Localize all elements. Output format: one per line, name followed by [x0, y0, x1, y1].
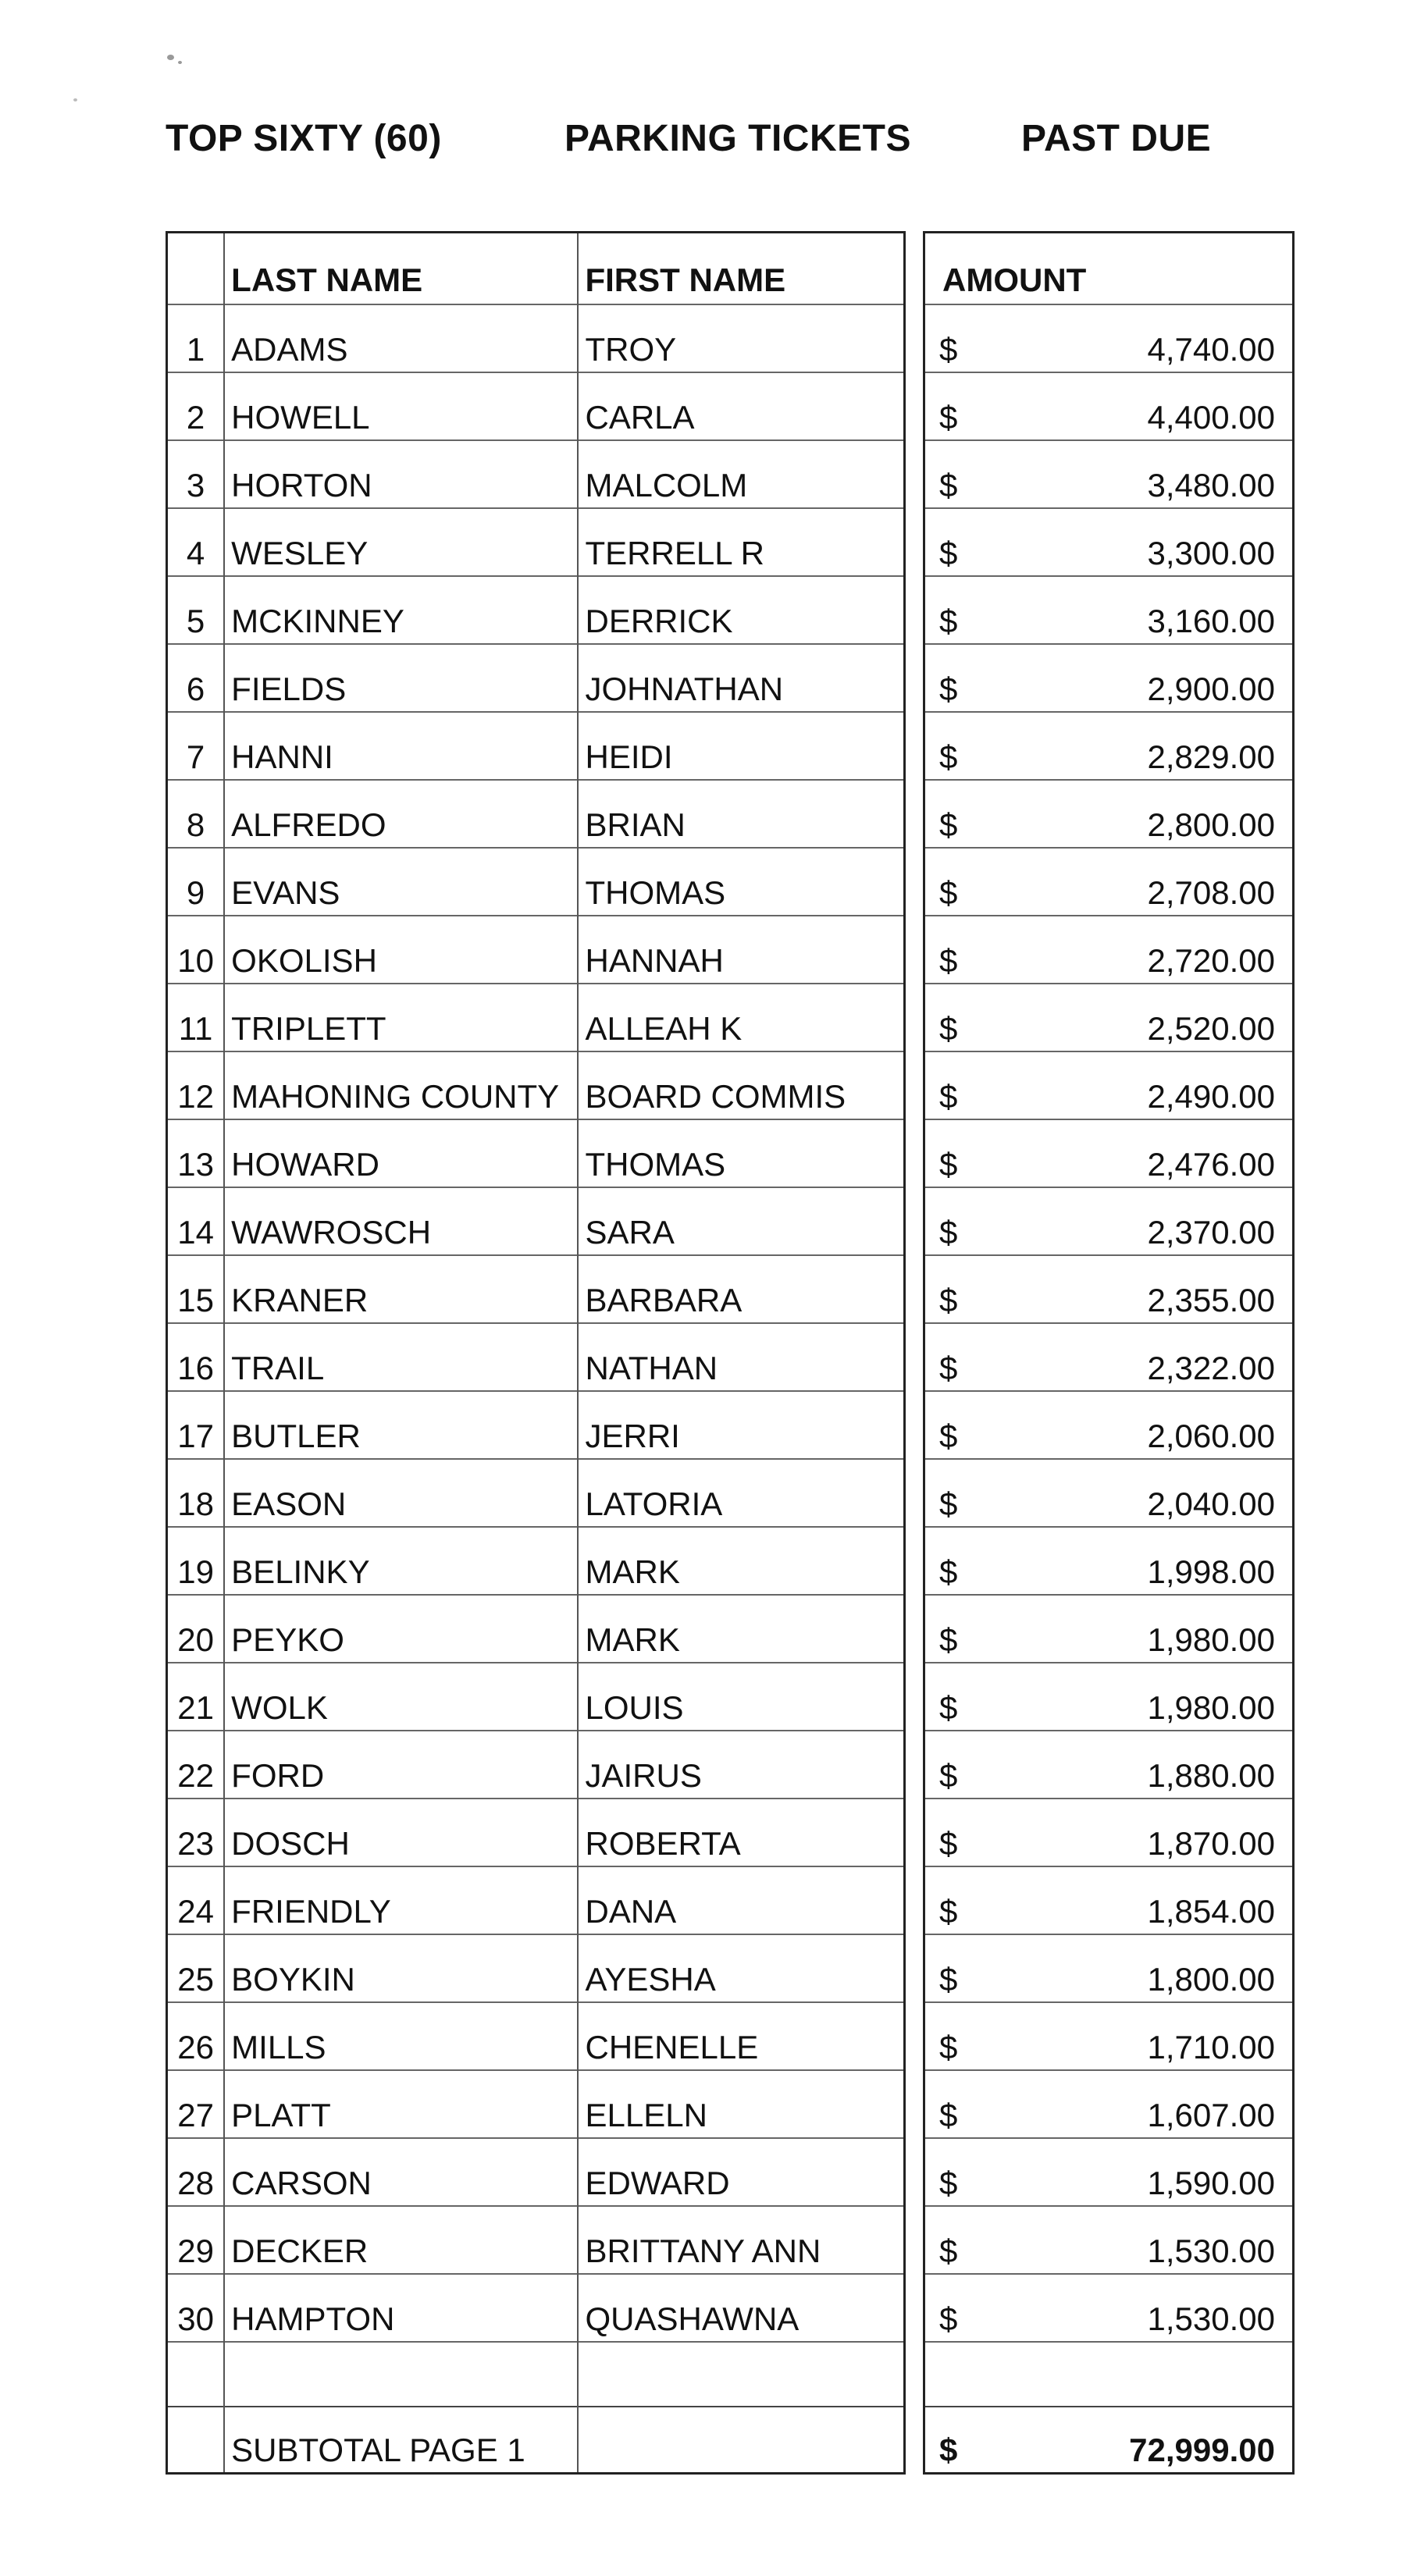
- last-name-cell: BOYKIN: [224, 1934, 578, 2002]
- table-row: [167, 712, 905, 780]
- row-number: 14: [167, 1187, 225, 1255]
- scan-speck: [167, 55, 174, 60]
- first-name-cell: HANNAH: [578, 916, 904, 984]
- first-name-cell: THOMAS: [578, 848, 904, 916]
- last-name-cell: WAWROSCH: [224, 1187, 578, 1255]
- row-number: 15: [167, 1255, 225, 1323]
- currency-symbol: $: [924, 2206, 979, 2274]
- first-name-cell: JAIRUS: [578, 1731, 904, 1799]
- first-name-cell: AYESHA: [578, 1934, 904, 2002]
- table-row: [924, 372, 1294, 440]
- table-row: [167, 2070, 905, 2138]
- first-name-cell: LOUIS: [578, 1663, 904, 1731]
- amount-cell: 2,060.00: [978, 1391, 1294, 1459]
- first-name-cell: HEIDI: [578, 712, 904, 780]
- first-name-cell: EDWARD: [578, 2138, 904, 2206]
- last-name-cell: OKOLISH: [224, 916, 578, 984]
- table-row: [924, 644, 1294, 712]
- table-row: [924, 576, 1294, 644]
- last-name-cell: BUTLER: [224, 1391, 578, 1459]
- currency-symbol: $: [924, 508, 979, 576]
- last-name-cell: HOWELL: [224, 372, 578, 440]
- table-row: [924, 1255, 1294, 1323]
- table-row: [924, 2206, 1294, 2274]
- table-row: [167, 2138, 905, 2206]
- row-number: 1: [167, 304, 225, 372]
- amount-header: AMOUNT: [942, 262, 1087, 298]
- amount-cell: 2,800.00: [978, 780, 1294, 848]
- currency-symbol: $: [924, 1731, 979, 1799]
- row-number: 23: [167, 1799, 225, 1866]
- subtotal-label: SUBTOTAL PAGE 1: [224, 2407, 578, 2474]
- first-name-cell: ELLELN: [578, 2070, 904, 2138]
- currency-symbol: $: [924, 440, 979, 508]
- table-row: [924, 1731, 1294, 1799]
- table-row: [167, 1119, 905, 1187]
- currency-symbol: $: [924, 576, 979, 644]
- amount-cell: 1,854.00: [978, 1866, 1294, 1934]
- table-row: [167, 1255, 905, 1323]
- amount-cell: 2,708.00: [978, 848, 1294, 916]
- heading-parking-tickets: PARKING TICKETS: [564, 118, 911, 159]
- table-row: [167, 1187, 905, 1255]
- currency-symbol: $: [924, 2407, 979, 2474]
- table-row: [924, 1187, 1294, 1255]
- currency-symbol: $: [924, 1595, 979, 1663]
- currency-symbol: $: [924, 984, 979, 1051]
- first-name-header: FIRST NAME: [585, 262, 786, 298]
- amount-cell: 1,800.00: [978, 1934, 1294, 2002]
- currency-symbol: $: [924, 848, 979, 916]
- amount-cell: 2,040.00: [978, 1459, 1294, 1527]
- last-name-cell: MILLS: [224, 2002, 578, 2070]
- header-row: [167, 233, 905, 305]
- names-table: [166, 231, 906, 2475]
- blank-row: [167, 2342, 905, 2407]
- first-name-cell: BRIAN: [578, 780, 904, 848]
- blank-cell: [167, 2342, 225, 2407]
- currency-symbol: $: [924, 1323, 979, 1391]
- table-row: [167, 1595, 905, 1663]
- table-row: [167, 1051, 905, 1119]
- first-name-cell: MARK: [578, 1595, 904, 1663]
- table-row: [924, 1459, 1294, 1527]
- table-row: [167, 576, 905, 644]
- currency-symbol: $: [924, 304, 979, 372]
- table-row: [924, 1595, 1294, 1663]
- table-row: [167, 1323, 905, 1391]
- blank-cell: [224, 2342, 578, 2407]
- row-number: 9: [167, 848, 225, 916]
- table-row: [924, 2138, 1294, 2206]
- table-row: [924, 2274, 1294, 2342]
- table-row: [167, 984, 905, 1051]
- row-number: 12: [167, 1051, 225, 1119]
- currency-symbol: $: [924, 2138, 979, 2206]
- blank-cell: [578, 2342, 904, 2407]
- amount-cell: 1,710.00: [978, 2002, 1294, 2070]
- first-name-cell: MARK: [578, 1527, 904, 1595]
- amount-cell: 1,998.00: [978, 1527, 1294, 1595]
- currency-symbol: $: [924, 916, 979, 984]
- row-number: 2: [167, 372, 225, 440]
- table-row: [924, 780, 1294, 848]
- amount-cell: 2,355.00: [978, 1255, 1294, 1323]
- header-row: [924, 233, 1294, 305]
- table-row: [924, 1119, 1294, 1187]
- first-name-cell: TROY: [578, 304, 904, 372]
- blank-cell: [167, 2407, 225, 2474]
- last-name-cell: FORD: [224, 1731, 578, 1799]
- currency-symbol: $: [924, 644, 979, 712]
- first-name-cell: DANA: [578, 1866, 904, 1934]
- currency-symbol: $: [924, 1866, 979, 1934]
- amount-cell: 1,607.00: [978, 2070, 1294, 2138]
- last-name-cell: KRANER: [224, 1255, 578, 1323]
- table-row: [167, 1934, 905, 2002]
- amount-cell: 1,870.00: [978, 1799, 1294, 1866]
- table-row: [167, 508, 905, 576]
- row-number: 11: [167, 984, 225, 1051]
- table-row: [167, 1731, 905, 1799]
- amount-cell: 3,300.00: [978, 508, 1294, 576]
- row-number: 27: [167, 2070, 225, 2138]
- first-name-cell: BARBARA: [578, 1255, 904, 1323]
- subtotal-row: [167, 2407, 905, 2474]
- amount-cell: 2,829.00: [978, 712, 1294, 780]
- row-number: 8: [167, 780, 225, 848]
- currency-symbol: $: [924, 1663, 979, 1731]
- amount-cell: 2,520.00: [978, 984, 1294, 1051]
- first-name-cell: ALLEAH K: [578, 984, 904, 1051]
- row-number: 6: [167, 644, 225, 712]
- table-row: [167, 2206, 905, 2274]
- table-row: [167, 1799, 905, 1866]
- first-name-cell: CARLA: [578, 372, 904, 440]
- amount-cell: 1,880.00: [978, 1731, 1294, 1799]
- amount-cell: 2,370.00: [978, 1187, 1294, 1255]
- table-row: [167, 644, 905, 712]
- last-name-cell: EVANS: [224, 848, 578, 916]
- table-row: [924, 1866, 1294, 1934]
- row-number: 4: [167, 508, 225, 576]
- table-row: [924, 1051, 1294, 1119]
- first-name-cell: JERRI: [578, 1391, 904, 1459]
- blank-cell: [578, 2407, 904, 2474]
- index-header: [167, 233, 225, 305]
- last-name-cell: MCKINNEY: [224, 576, 578, 644]
- currency-symbol: $: [924, 1934, 979, 2002]
- row-number: 29: [167, 2206, 225, 2274]
- table-row: [924, 508, 1294, 576]
- amount-cell: 2,322.00: [978, 1323, 1294, 1391]
- table-row: [924, 1323, 1294, 1391]
- currency-symbol: $: [924, 1391, 979, 1459]
- last-name-cell: DECKER: [224, 2206, 578, 2274]
- last-name-cell: PEYKO: [224, 1595, 578, 1663]
- blank-cell: [978, 2342, 1294, 2407]
- last-name-cell: HANNI: [224, 712, 578, 780]
- table-row: [167, 1459, 905, 1527]
- currency-symbol: $: [924, 1119, 979, 1187]
- last-name-cell: FIELDS: [224, 644, 578, 712]
- amount-cell: 3,160.00: [978, 576, 1294, 644]
- last-name-cell: WOLK: [224, 1663, 578, 1731]
- blank-row: [924, 2342, 1294, 2407]
- last-name-cell: BELINKY: [224, 1527, 578, 1595]
- row-number: 7: [167, 712, 225, 780]
- amount-cell: 2,490.00: [978, 1051, 1294, 1119]
- scan-speck: [73, 98, 77, 101]
- amount-cell: 1,530.00: [978, 2274, 1294, 2342]
- first-name-cell: JOHNATHAN: [578, 644, 904, 712]
- amount-cell: 2,900.00: [978, 644, 1294, 712]
- amount-cell: 4,740.00: [978, 304, 1294, 372]
- row-number: 16: [167, 1323, 225, 1391]
- scan-speck: [178, 61, 182, 64]
- table-row: [924, 304, 1294, 372]
- last-name-cell: HAMPTON: [224, 2274, 578, 2342]
- heading-past-due: PAST DUE: [1021, 118, 1212, 159]
- first-name-cell: BRITTANY ANN: [578, 2206, 904, 2274]
- row-number: 18: [167, 1459, 225, 1527]
- table-row: [924, 712, 1294, 780]
- currency-symbol: $: [924, 712, 979, 780]
- row-number: 13: [167, 1119, 225, 1187]
- table-row: [924, 1934, 1294, 2002]
- table-row: [924, 440, 1294, 508]
- blank-cell: [924, 2342, 979, 2407]
- first-name-cell: THOMAS: [578, 1119, 904, 1187]
- currency-symbol: $: [924, 1187, 979, 1255]
- currency-symbol: $: [924, 1051, 979, 1119]
- currency-symbol: $: [924, 2070, 979, 2138]
- table-row: [924, 2070, 1294, 2138]
- table-row: [167, 2274, 905, 2342]
- currency-symbol: $: [924, 1459, 979, 1527]
- row-number: 30: [167, 2274, 225, 2342]
- last-name-cell: DOSCH: [224, 1799, 578, 1866]
- amount-cell: 3,480.00: [978, 440, 1294, 508]
- row-number: 17: [167, 1391, 225, 1459]
- amount-cell: 1,590.00: [978, 2138, 1294, 2206]
- last-name-cell: CARSON: [224, 2138, 578, 2206]
- subtotal-amount: 72,999.00: [978, 2407, 1294, 2474]
- heading-top-sixty: TOP SIXTY (60): [166, 118, 442, 159]
- table-row: [924, 984, 1294, 1051]
- amount-cell: 2,476.00: [978, 1119, 1294, 1187]
- last-name-cell: FRIENDLY: [224, 1866, 578, 1934]
- table-row: [167, 440, 905, 508]
- table-row: [167, 1663, 905, 1731]
- amount-cell: 1,980.00: [978, 1595, 1294, 1663]
- first-name-cell: NATHAN: [578, 1323, 904, 1391]
- row-number: 19: [167, 1527, 225, 1595]
- first-name-cell: QUASHAWNA: [578, 2274, 904, 2342]
- row-number: 3: [167, 440, 225, 508]
- last-name-cell: HOWARD: [224, 1119, 578, 1187]
- first-name-cell: TERRELL R: [578, 508, 904, 576]
- table-row: [167, 916, 905, 984]
- row-number: 21: [167, 1663, 225, 1731]
- first-name-cell: MALCOLM: [578, 440, 904, 508]
- last-name-header: LAST NAME: [224, 233, 578, 305]
- table-row: [924, 1799, 1294, 1866]
- row-number: 10: [167, 916, 225, 984]
- first-name-cell: DERRICK: [578, 576, 904, 644]
- currency-symbol: $: [924, 372, 979, 440]
- last-name-cell: ALFREDO: [224, 780, 578, 848]
- currency-symbol: $: [924, 2002, 979, 2070]
- table-row: [924, 1391, 1294, 1459]
- last-name-cell: ADAMS: [224, 304, 578, 372]
- row-number: 25: [167, 1934, 225, 2002]
- currency-symbol: $: [924, 780, 979, 848]
- row-number: 5: [167, 576, 225, 644]
- first-name-cell: ROBERTA: [578, 1799, 904, 1866]
- table-row: [924, 848, 1294, 916]
- amount-cell: 1,980.00: [978, 1663, 1294, 1731]
- table-row: [167, 304, 905, 372]
- currency-symbol: $: [924, 1799, 979, 1866]
- last-name-cell: MAHONING COUNTY: [224, 1051, 578, 1119]
- table-row: [167, 848, 905, 916]
- table-row: [167, 372, 905, 440]
- table-row: [924, 1663, 1294, 1731]
- row-number: 28: [167, 2138, 225, 2206]
- first-name-cell: SARA: [578, 1187, 904, 1255]
- amount-cell: 2,720.00: [978, 916, 1294, 984]
- amount-table: [923, 231, 1295, 2475]
- first-name-cell: BOARD COMMIS: [578, 1051, 904, 1119]
- last-name-cell: TRAIL: [224, 1323, 578, 1391]
- row-number: 22: [167, 1731, 225, 1799]
- table-row: [167, 1866, 905, 1934]
- last-name-cell: EASON: [224, 1459, 578, 1527]
- row-number: 26: [167, 2002, 225, 2070]
- amount-cell: 4,400.00: [978, 372, 1294, 440]
- table-row: [924, 1527, 1294, 1595]
- last-name-cell: PLATT: [224, 2070, 578, 2138]
- last-name-cell: WESLEY: [224, 508, 578, 576]
- table-row: [924, 916, 1294, 984]
- table-row: [167, 1391, 905, 1459]
- table-row: [924, 2002, 1294, 2070]
- currency-symbol: $: [924, 1527, 979, 1595]
- subtotal-row: [924, 2407, 1294, 2474]
- row-number: 24: [167, 1866, 225, 1934]
- currency-symbol: $: [924, 2274, 979, 2342]
- first-name-cell: LATORIA: [578, 1459, 904, 1527]
- currency-symbol: $: [924, 1255, 979, 1323]
- table-row: [167, 1527, 905, 1595]
- row-number: 20: [167, 1595, 225, 1663]
- first-name-cell: CHENELLE: [578, 2002, 904, 2070]
- last-name-cell: HORTON: [224, 440, 578, 508]
- table-row: [167, 2002, 905, 2070]
- last-name-cell: TRIPLETT: [224, 984, 578, 1051]
- amount-cell: 1,530.00: [978, 2206, 1294, 2274]
- table-row: [167, 780, 905, 848]
